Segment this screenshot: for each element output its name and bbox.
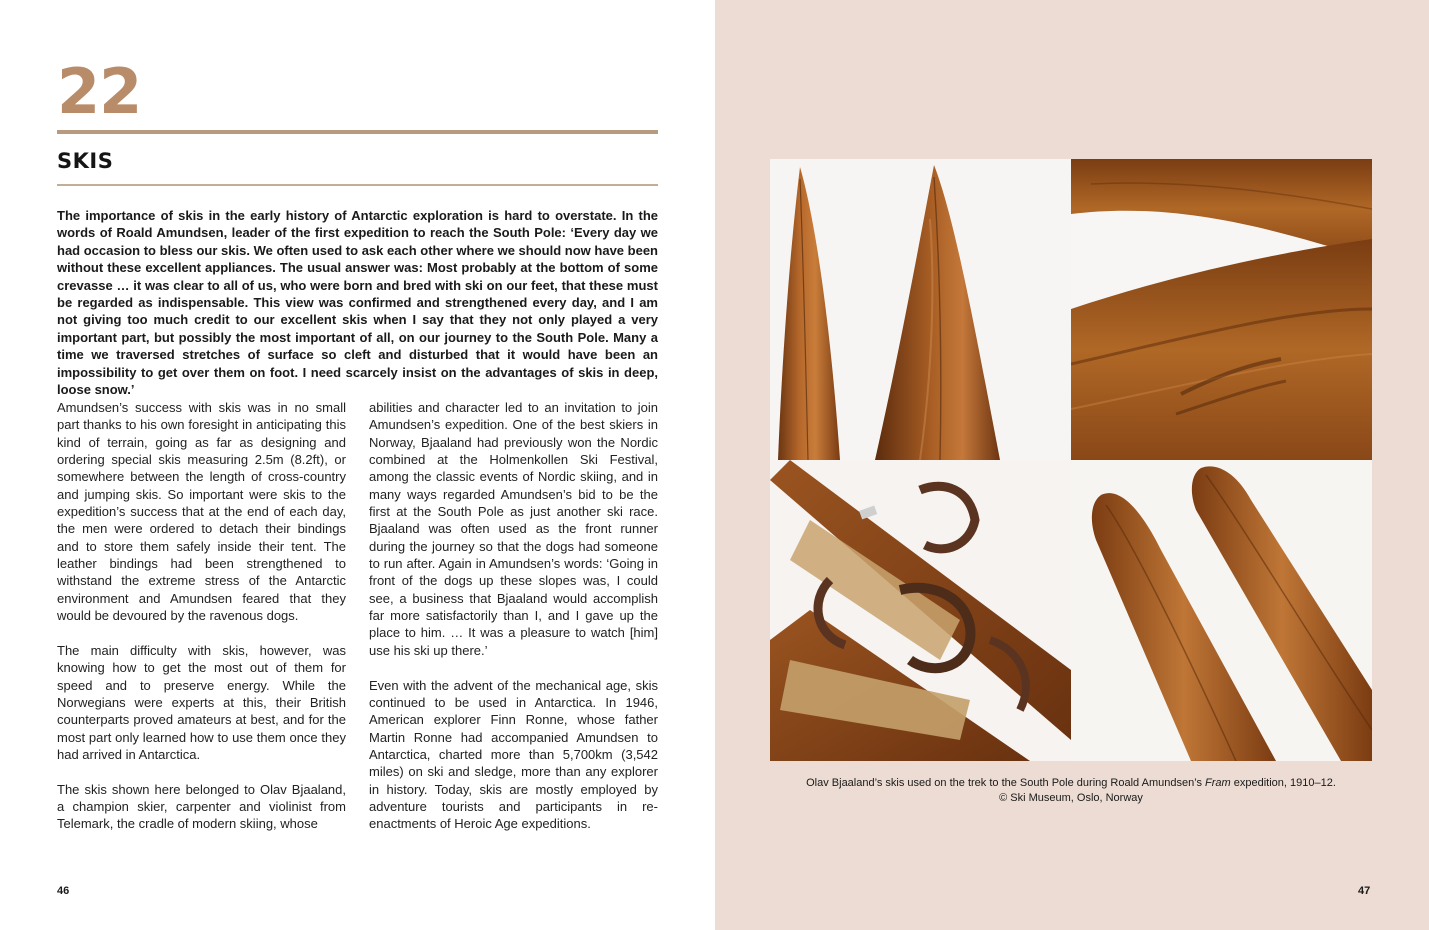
lead-paragraph: The importance of skis in the early history of Antarctic exploration is hard to overstate. In the words of Roald Amundsen, leader of the first expedition to reach the South Pole: ‘Every day we had occasion to bless our skis. We often used to ask each other where we should now have been without these excellent appliances. The usual answer was: Most probably at the bottom of some crevasse … it was clear to all of us, who were born and bred with ski on our feet, that these must be regarded as indispensable. This view was confirmed and strengthened every day, and I am not giving too much credit to our excellent skis when I say that they not only played a very important part, but possibly the most important of all, on our journey to the South Pole. Many a time we traversed stretches of surface so cleft and disturbed that it would have been an impossibility to get over them on foot. I need scarcely insist on the advantages of skis in deep, loose snow.’ [57, 208, 658, 398]
chapter-title: SKIS [57, 149, 114, 173]
body-paragraph: The skis shown here belonged to Olav Bjaaland, a champion skier, carpenter and violinist from Telemark, the cradle of modern skiing, whose [57, 781, 346, 832]
caption-line-1 [770, 776, 1372, 791]
ski-closeup-photo [1071, 159, 1372, 460]
page-number-right: 47 [1358, 885, 1371, 897]
body-paragraph: The main difficulty with skis, however, was knowing how to get the most out of them for speed and to preserve energy. While the Norwegians were experts at this, their British counterparts proved amateurs at best, and for the most part only learned how to use them once they had arrived in Antarctica. [57, 642, 346, 762]
ski-photo-grid [770, 159, 1372, 761]
title-rule-top [57, 130, 658, 134]
caption-text-end: expedition, 1910–12. [1230, 777, 1336, 789]
body-paragraph: Even with the advent of the mechanical age, skis continued to be used in Antarctica. In 1946, American explorer Finn Ronne, whose father Martin Ronne had accompanied Amundsen to Antarctica, charted more than 5,700km (3,542 miles) on ski and sledge, more than any explorer in history. Today, skis are mostly employed by adventure tourists and participants in re-enactments of Heroic Age expeditions. [369, 677, 658, 832]
body-column-1 [57, 399, 346, 850]
body-column-2 [369, 399, 658, 850]
ski-tails-photo [1071, 460, 1372, 761]
page-number-left: 46 [57, 885, 70, 897]
body-paragraph: abilities and character led to an invitation to join Amundsen’s expedition. One of the best skiers in Norway, Bjaaland had previously won the Nordic combined at the Holmenkollen Ski Festival, among the classic events of Nordic skiing, and in many ways regarded Amundsen’s bid to be the first at the South Pole as just another ski race. Bjaaland was often used as the front runner during the journey so that the dogs had someone to run after. Again in Amundsen’s words: ‘Going in front of the dogs up these slopes was, I could see, a business that Bjaaland would accomplish far more satisfactorily than I, and I gave up the place to him. … It was a pleasure to watch [him] use his ski up there.’ [369, 400, 658, 658]
ski-tips-photo [770, 159, 1071, 460]
photo-caption [770, 776, 1372, 806]
ski-bindings-photo [770, 460, 1071, 761]
title-rule-bottom [57, 184, 658, 186]
caption-italic-title: Fram [1205, 777, 1231, 789]
caption-credit: © Ski Museum, Oslo, Norway [999, 792, 1143, 804]
body-paragraph: Amundsen’s success with skis was in no small part thanks to his own foresight in anticipating this kind of terrain, going as far as designing and ordering special skis measuring 2.5m (8.2ft), or somewhere between the length of cross-country and jumping skis. So important were skis to the expedition’s success that at the end of each day, the men were ordered to detach their bindings and to store them safely inside their tent. The leather bindings had been strengthened to withstand the extreme stress of the Antarctic environment and Amundsen feared that they would be devoured by the ravenous dogs. [57, 400, 346, 624]
chapter-number: 22 [57, 55, 142, 128]
caption-text: Olav Bjaaland’s skis used on the trek to the South Pole during Roald Amundsen’s [806, 777, 1206, 789]
